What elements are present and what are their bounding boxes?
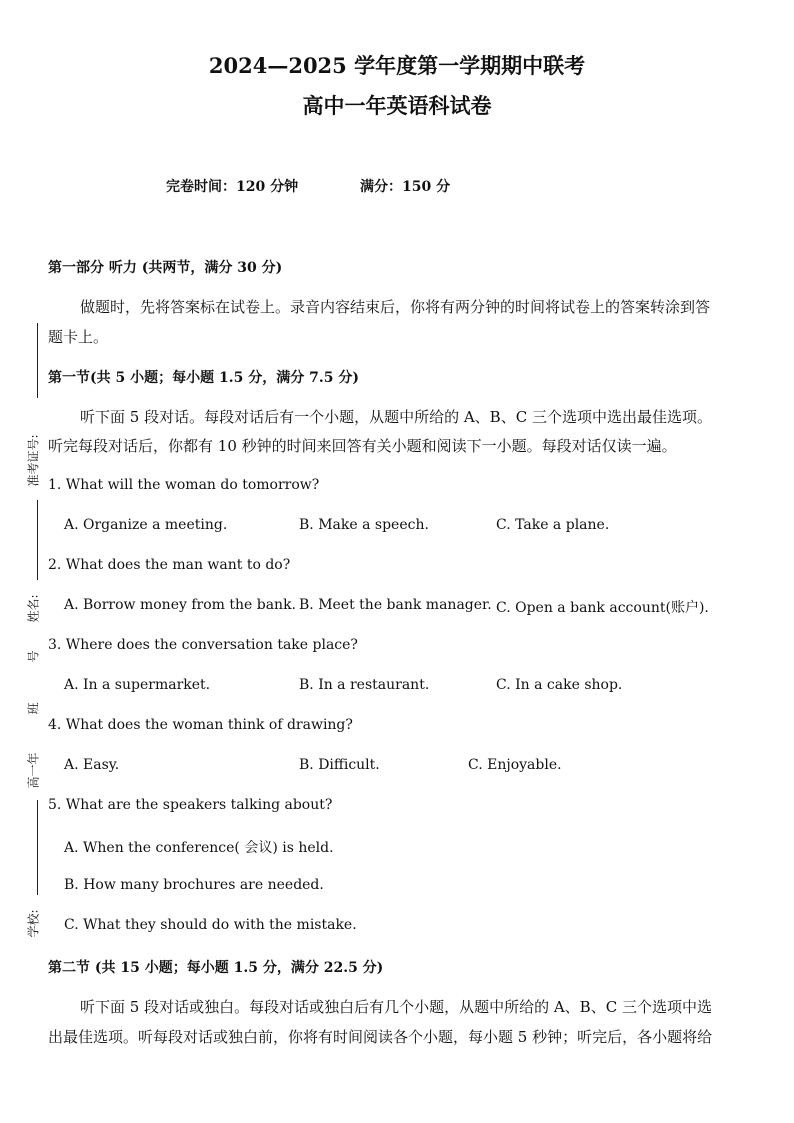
option-c: C. Open a bank account(账户). <box>496 600 709 616</box>
section1-heading: 第一节(共 5 小题；每小题 1.5 分，满分 7.5 分) <box>48 370 359 386</box>
question-stem: 4. What does the woman think of drawing? <box>48 717 353 733</box>
exam-total-score: 满分：150 分 <box>360 179 451 195</box>
option-a: A. In a supermarket. <box>64 677 211 693</box>
part1-instructions: 做题时，先将答案标在试卷上。录音内容结束后，你将有两分钟的时间将试卷上的答案转涂到答 <box>80 298 711 316</box>
margin-line <box>37 323 38 398</box>
margin-class-label: 班 <box>26 702 41 715</box>
option-c: C. In a cake shop. <box>496 677 623 693</box>
section1-instructions: 听下面 5 段对话。每段对话后有一个小题，从题中所给的 A、B、C 三个选项中选出最佳选项。 <box>80 408 712 426</box>
option-a: A. Organize a meeting. <box>64 517 228 533</box>
question-stem: 5. What are the speakers talking about? <box>48 797 333 813</box>
question-stem: 3. Where does the conversation take place? <box>48 637 358 653</box>
option-b: B. In a restaurant. <box>299 677 430 693</box>
exam-subtitle: 高中一年英语科试卷 <box>302 93 492 118</box>
margin-name-label: 姓名: <box>26 594 41 623</box>
question-stem: 1. What will the woman do tomorrow? <box>48 477 320 493</box>
option-c: C. What they should do with the mistake. <box>64 917 357 933</box>
option-b: B. Difficult. <box>299 757 380 773</box>
margin-line <box>37 800 38 895</box>
section2-instructions: 听下面 5 段对话或独白。每段对话或独白后有几个小题，从题中所给的 A、B、C 三个选项中选 <box>80 998 712 1016</box>
margin-line <box>37 500 38 580</box>
section2-instructions-cont: 出最佳选项。听每段对话或独白前，你将有时间阅读各个小题，每小题 5 秒钟；听完后，各小题将给 <box>48 1028 713 1046</box>
margin-exam-number-label: 准考证号: <box>26 434 41 487</box>
option-a: A. Borrow money from the bank. <box>64 597 297 613</box>
exam-title: 2024—2025 学年度第一学期期中联考 <box>208 53 586 78</box>
option-c: C. Take a plane. <box>496 517 610 533</box>
option-b: B. Meet the bank manager. <box>299 597 492 613</box>
option-b: B. How many brochures are needed. <box>64 877 324 893</box>
option-a: A. Easy. <box>64 757 120 773</box>
margin-number-label: 号 <box>26 650 41 663</box>
margin-grade-label: 高一年 <box>26 752 41 789</box>
section1-instructions-cont: 听完每段对话后，你都有 10 秒钟的时间来回答有关小题和阅读下一小题。每段对话仅读一遍。 <box>48 437 677 455</box>
question-stem: 2. What does the man want to do? <box>48 557 291 573</box>
part1-heading: 第一部分 听力 (共两节，满分 30 分) <box>48 260 283 276</box>
part1-instructions-cont: 题卡上。 <box>48 328 109 346</box>
margin-school-label: 学校: <box>26 909 41 938</box>
exam-duration: 完卷时间：120 分钟 <box>166 179 299 195</box>
section2-heading: 第二节 (共 15 小题；每小题 1.5 分，满分 22.5 分) <box>48 960 384 976</box>
option-a: A. When the conference( 会议) is held. <box>64 840 334 856</box>
option-c: C. Enjoyable. <box>468 757 562 773</box>
option-b: B. Make a speech. <box>299 517 429 533</box>
